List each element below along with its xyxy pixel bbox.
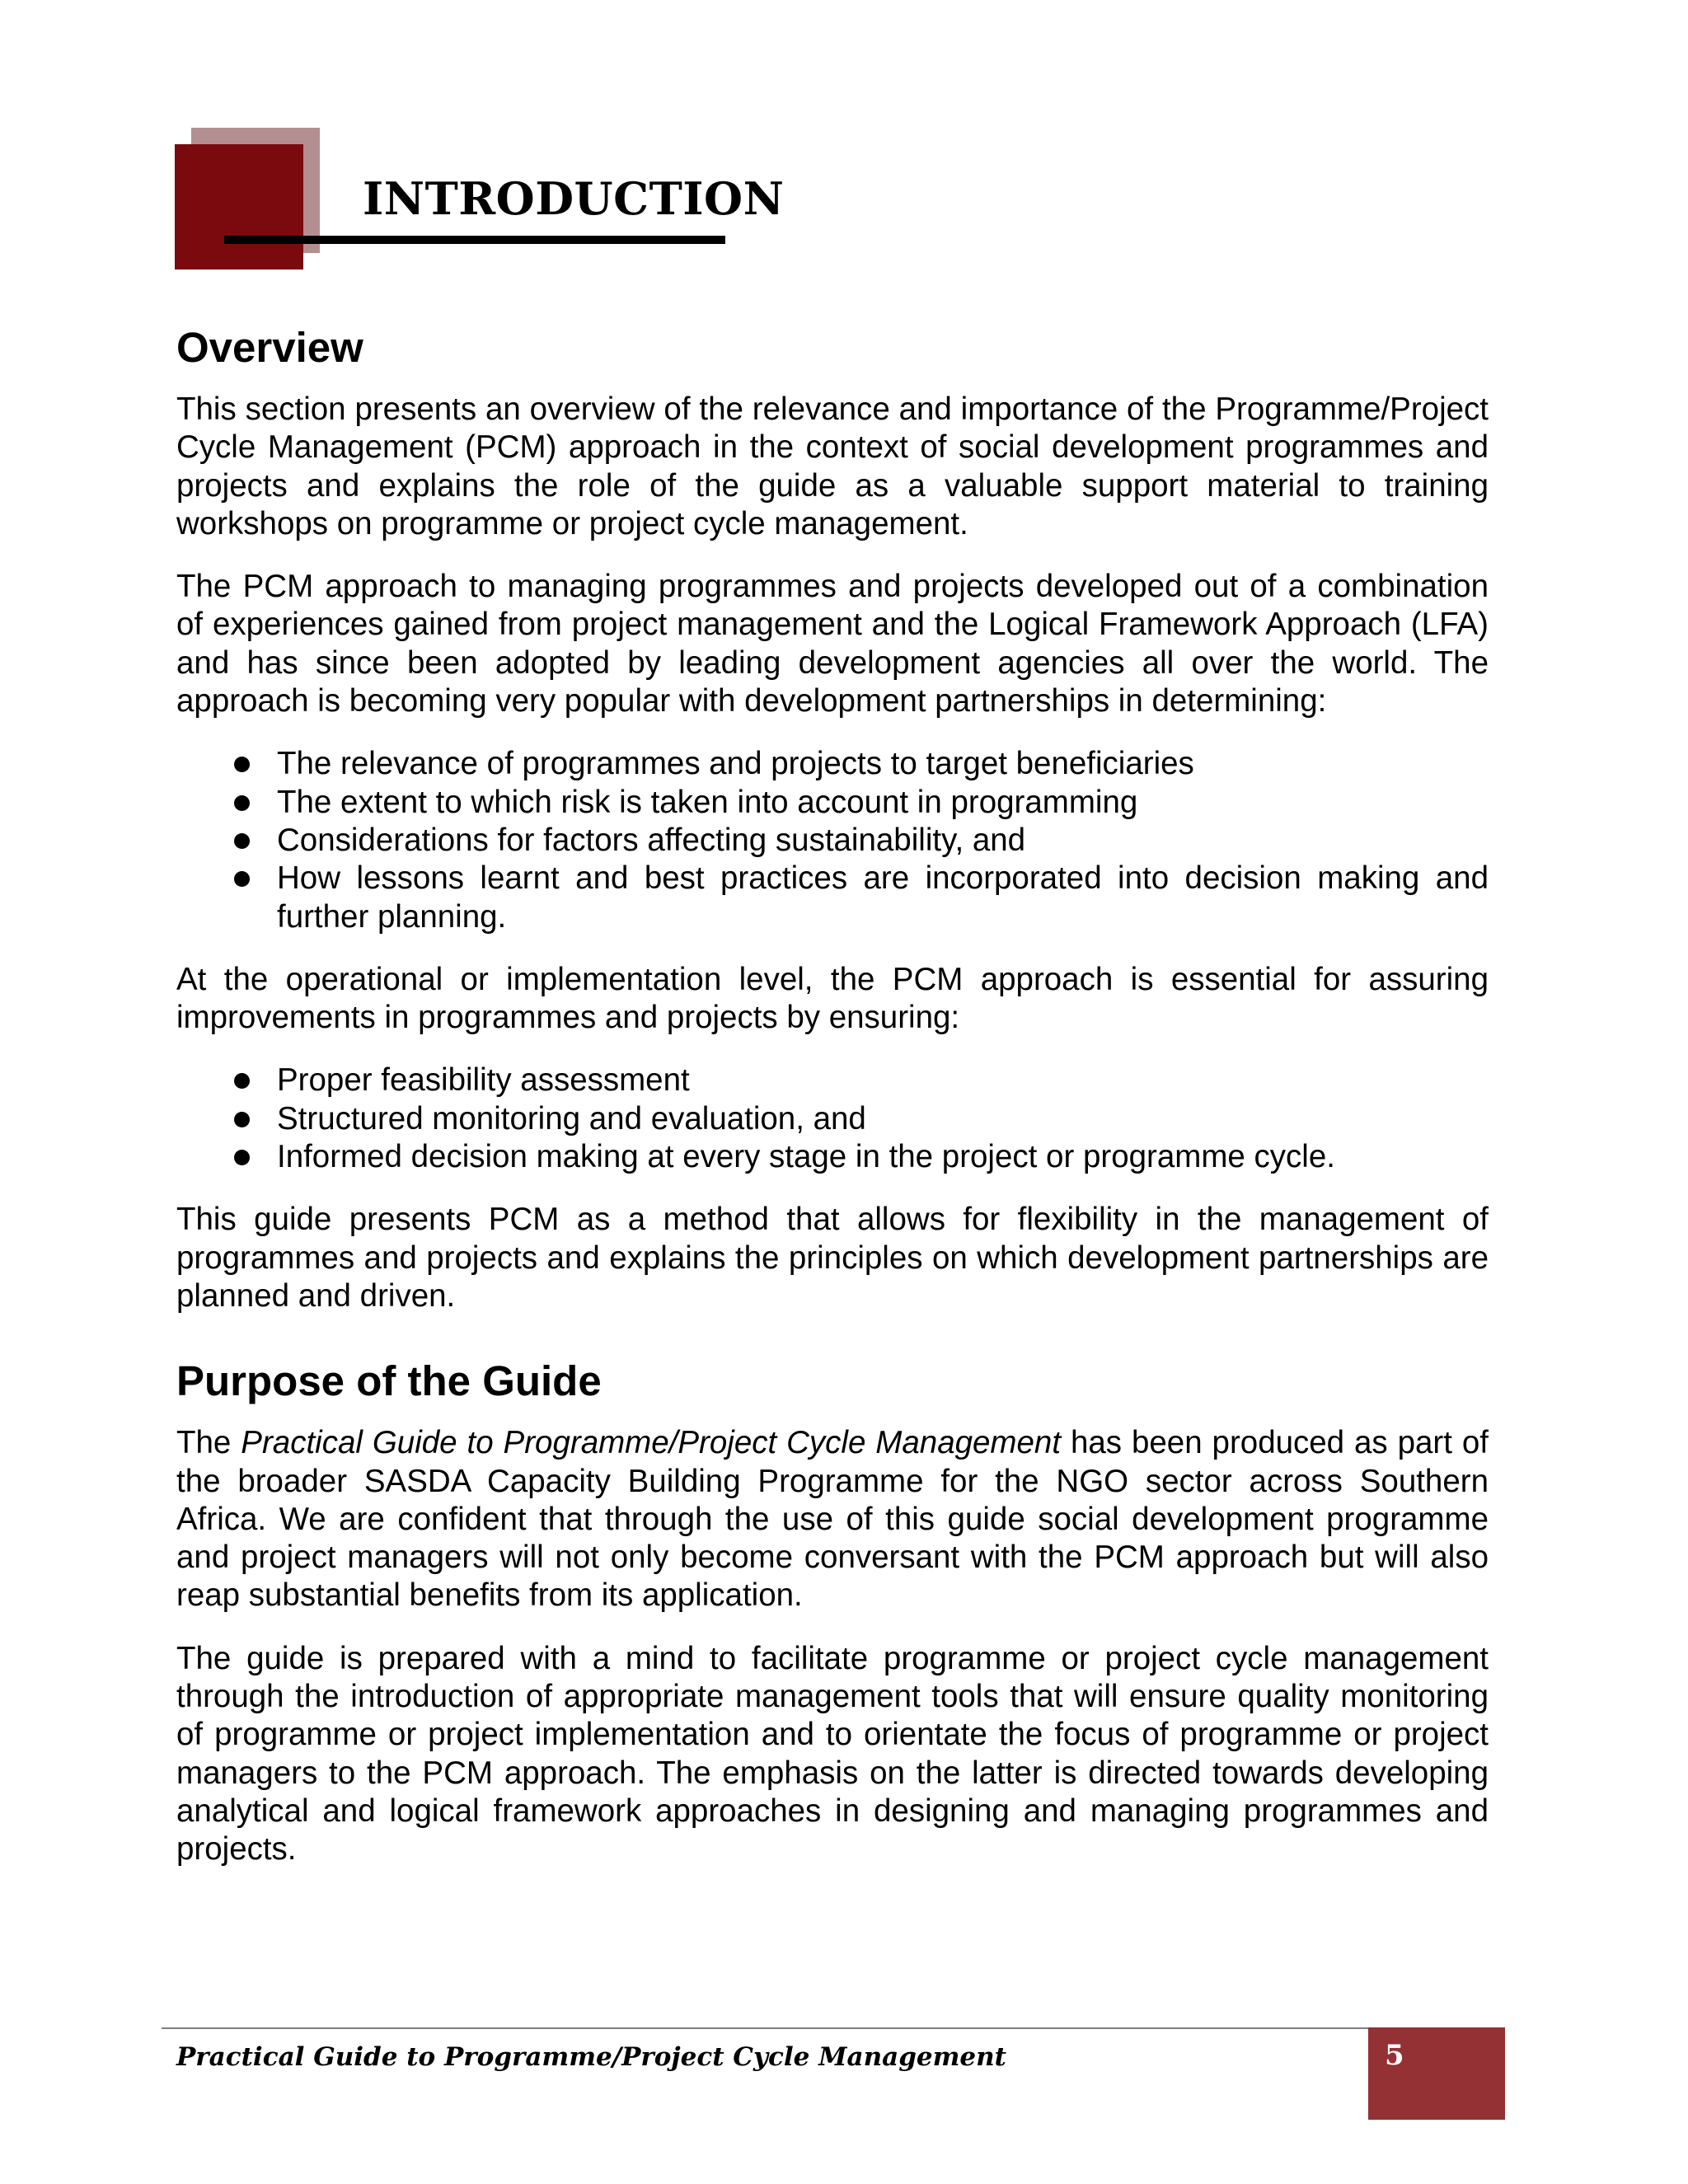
- overview-paragraph-3: At the operational or implementation level, the PCM approach is essential for assuring improvements in programmes and projects by ensuring:: [176, 961, 1489, 1036]
- list-item: [176, 1062, 1489, 1099]
- page-body: [176, 323, 1489, 1894]
- overview-paragraph-1: This section presents an overview of the relevance and importance of the Programme/Project Cycle Management (PCM) approach in the context of social development programmes and projects and explains the role of the guide as a valuable support material to training workshops on programme or project cycle management.: [176, 391, 1489, 541]
- list-item-text: The extent to which risk is taken into account in programming: [277, 784, 1138, 820]
- list-item-text: How lessons learnt and best practices are incorporated into decision making and further planning.: [277, 860, 1489, 935]
- bullet-icon: [234, 1073, 250, 1089]
- bullet-icon: [234, 871, 250, 887]
- footer-rule: [162, 2027, 1505, 2029]
- page-number-box: [1368, 2027, 1505, 2120]
- list-item-text: The relevance of programmes and projects to target beneficiaries: [277, 746, 1194, 782]
- overview-heading: Overview: [176, 324, 363, 371]
- list-item: [176, 860, 1489, 936]
- bullet-icon: [234, 757, 250, 772]
- bullet-icon: [234, 795, 250, 811]
- list-item: [176, 784, 1489, 822]
- list-item: [176, 822, 1489, 860]
- purpose-paragraph-1: [176, 1424, 1489, 1615]
- determining-list: [176, 745, 1489, 935]
- chapter-title-underline: [224, 236, 725, 244]
- overview-paragraph-2: The PCM approach to managing programmes and projects developed out of a combination of experiences gained from project management and the Logical Framework Approach (LFA) and has since been adopted by leading development agencies all over the world. The approach is becoming very popular with development partnerships in determining:: [176, 569, 1489, 719]
- bullet-icon: [234, 1112, 250, 1127]
- list-item-text: Proper feasibility assessment: [277, 1062, 690, 1099]
- ensuring-list: [176, 1062, 1489, 1176]
- footer-title: Practical Guide to Programme/Project Cycle Management: [176, 2042, 1006, 2072]
- list-item: [176, 745, 1489, 783]
- purpose-heading: Purpose of the Guide: [176, 1357, 602, 1405]
- chapter-title: INTRODUCTION: [363, 172, 785, 225]
- list-item-text: Structured monitoring and evaluation, and: [277, 1100, 866, 1137]
- list-item-text: Informed decision making at every stage in the project or programme cycle.: [277, 1139, 1335, 1175]
- bullet-icon: [234, 1150, 250, 1165]
- list-item: [176, 1138, 1489, 1176]
- purpose-paragraph-2: The guide is prepared with a mind to facilitate programme or project cycle management through the introduction of appropriate management tools that will ensure quality monitoring of programme or project implementation and to orientate the focus of programme or project managers to the PCM approach. The emphasis on the latter is directed towards developing analytical and logical framework approaches in designing and managing programmes and projects.: [176, 1640, 1489, 1868]
- bullet-icon: [234, 833, 250, 849]
- header-decoration-front-square: [175, 144, 303, 269]
- overview-paragraph-4: This guide presents PCM as a method that allows for flexibility in the management of programmes and projects and explains the principles on which development partnerships are planned and driven.: [176, 1202, 1489, 1314]
- page-number: 5: [1385, 2039, 1404, 2072]
- guide-title-italic: Practical Guide to Programme/Project Cycle Management: [241, 1425, 1062, 1461]
- list-item-text: Considerations for factors affecting sustainability, and: [277, 822, 1026, 858]
- list-item: [176, 1100, 1489, 1138]
- purpose-paragraph-1-rest: has been produced as part of the broader SASDA Capacity Building Programme for the NGO sector across Southern Africa. We are confident that through the use of this guide social development programme and project managers will not only become conversant with the PCM approach but will also reap substantial benefits from its application.: [176, 1425, 1489, 1614]
- purpose-paragraph-1-prefix: The: [176, 1425, 241, 1461]
